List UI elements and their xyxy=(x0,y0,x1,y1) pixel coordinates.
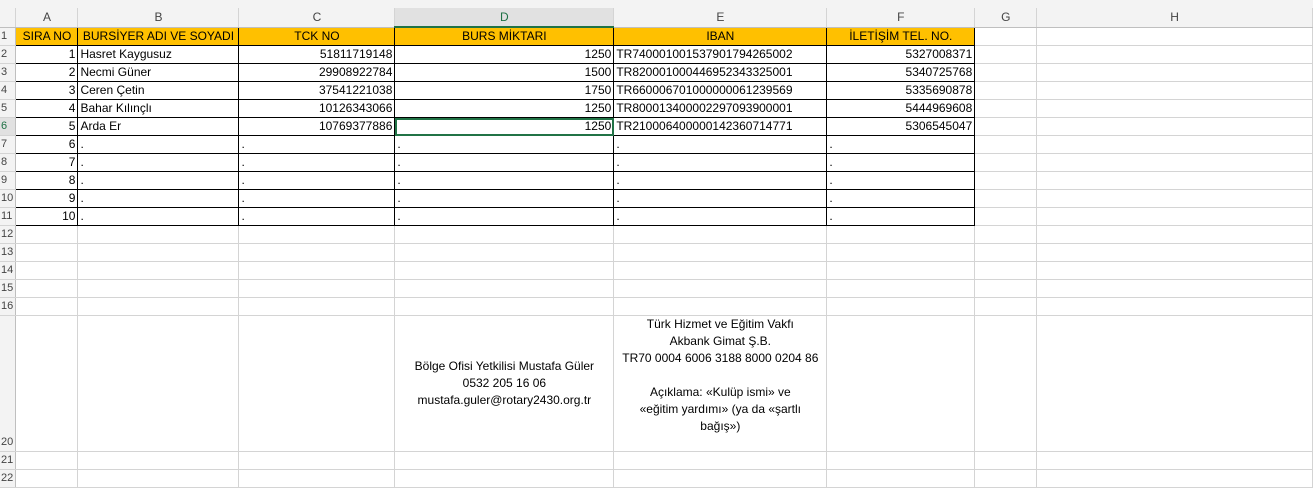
cell[interactable] xyxy=(827,262,975,280)
cell[interactable] xyxy=(78,298,239,316)
cell[interactable] xyxy=(78,226,239,244)
cell-amount[interactable]: 1500 xyxy=(395,64,614,82)
cell[interactable] xyxy=(1037,226,1313,244)
cell-iban[interactable]: TR820001000446952343325001 xyxy=(614,64,827,82)
cell[interactable] xyxy=(395,298,614,316)
cell[interactable] xyxy=(395,226,614,244)
cell-amount[interactable]: 1250 xyxy=(395,46,614,64)
row-header[interactable]: 2 xyxy=(0,46,16,64)
cell-amount[interactable]: . xyxy=(395,154,614,172)
row-header[interactable]: 22 xyxy=(0,470,16,488)
cell[interactable] xyxy=(975,208,1037,226)
cell-amount[interactable]: 1250 xyxy=(395,100,614,118)
row-header[interactable]: 11 xyxy=(0,208,16,226)
cell-phone[interactable]: 5444969608 xyxy=(827,100,975,118)
cell[interactable] xyxy=(395,470,614,488)
cell[interactable] xyxy=(239,452,395,470)
cell-tck[interactable]: 37541221038 xyxy=(239,82,395,100)
cell-tck[interactable]: 29908922784 xyxy=(239,64,395,82)
row-header[interactable]: 4 xyxy=(0,82,16,100)
cell[interactable] xyxy=(614,470,827,488)
cell[interactable] xyxy=(975,190,1037,208)
cell-tck[interactable]: . xyxy=(239,208,395,226)
cell[interactable] xyxy=(78,280,239,298)
cell-name[interactable]: Bahar Kılınçlı xyxy=(78,100,239,118)
header-cell-phone[interactable]: İLETİŞİM TEL. NO. xyxy=(827,27,975,46)
cell[interactable] xyxy=(975,136,1037,154)
cell[interactable] xyxy=(614,262,827,280)
row-header[interactable]: 15 xyxy=(0,280,16,298)
cell[interactable] xyxy=(239,280,395,298)
row-header[interactable]: 20 xyxy=(0,316,16,452)
cell[interactable] xyxy=(827,316,975,452)
row-header[interactable]: 8 xyxy=(0,154,16,172)
cell-iban[interactable]: . xyxy=(614,154,827,172)
cell-name[interactable]: Arda Er xyxy=(78,118,239,136)
cell-iban[interactable]: . xyxy=(614,172,827,190)
cell-amount[interactable]: . xyxy=(395,190,614,208)
cell[interactable] xyxy=(975,262,1037,280)
cell[interactable] xyxy=(827,244,975,262)
cell[interactable] xyxy=(827,280,975,298)
row-header[interactable]: 7 xyxy=(0,136,16,154)
cell[interactable] xyxy=(16,298,78,316)
cell[interactable] xyxy=(1037,452,1313,470)
cell[interactable] xyxy=(975,82,1037,100)
cell[interactable] xyxy=(1037,280,1313,298)
cell[interactable] xyxy=(1037,298,1313,316)
cell-phone[interactable]: 5327008371 xyxy=(827,46,975,64)
cell[interactable] xyxy=(239,316,395,452)
cell-tck[interactable]: . xyxy=(239,154,395,172)
cell[interactable] xyxy=(78,470,239,488)
cell[interactable] xyxy=(16,316,78,452)
cell[interactable] xyxy=(239,226,395,244)
cell[interactable] xyxy=(827,226,975,244)
cell[interactable] xyxy=(1037,470,1313,488)
cell[interactable] xyxy=(1037,190,1313,208)
cell[interactable] xyxy=(239,298,395,316)
cell[interactable] xyxy=(1037,100,1313,118)
cell[interactable] xyxy=(975,118,1037,136)
column-header-c[interactable]: C xyxy=(239,8,395,27)
cell[interactable] xyxy=(827,452,975,470)
cell-amount[interactable]: . xyxy=(395,136,614,154)
cell-tck[interactable]: . xyxy=(239,172,395,190)
cell-iban[interactable]: . xyxy=(614,136,827,154)
cell[interactable] xyxy=(975,46,1037,64)
cell[interactable] xyxy=(78,316,239,452)
cell[interactable] xyxy=(16,226,78,244)
row-header[interactable]: 10 xyxy=(0,190,16,208)
cell[interactable] xyxy=(16,280,78,298)
cell[interactable] xyxy=(614,298,827,316)
header-cell-sira-no[interactable]: SIRA NO xyxy=(16,27,78,46)
cell-phone[interactable]: . xyxy=(827,154,975,172)
cell-sira-no[interactable]: 10 xyxy=(16,208,78,226)
cell-amount[interactable]: . xyxy=(395,172,614,190)
row-header-selected[interactable]: 6 xyxy=(0,118,16,136)
header-cell-iban[interactable]: IBAN xyxy=(614,27,827,46)
cell-phone[interactable]: 5306545047 xyxy=(827,118,975,136)
contact-email: mustafa.guler@rotary2430.org.tr xyxy=(417,393,592,407)
bank-iban: TR70 0004 6006 3188 8000 0204 86 xyxy=(622,351,819,365)
cell[interactable] xyxy=(614,280,827,298)
cell[interactable] xyxy=(975,452,1037,470)
row-header[interactable]: 13 xyxy=(0,244,16,262)
cell-name[interactable]: . xyxy=(78,208,239,226)
cell[interactable] xyxy=(239,244,395,262)
cell[interactable] xyxy=(827,298,975,316)
cell-tck[interactable]: . xyxy=(239,136,395,154)
row-header[interactable]: 5 xyxy=(0,100,16,118)
cell-name[interactable]: . xyxy=(78,154,239,172)
cell[interactable] xyxy=(975,316,1037,452)
column-header-f[interactable]: F xyxy=(827,8,975,27)
cell-amount[interactable]: 1750 xyxy=(395,82,614,100)
select-all-corner[interactable] xyxy=(0,8,16,27)
cell-phone[interactable]: . xyxy=(827,190,975,208)
bank-info-cell[interactable] xyxy=(614,316,827,452)
row-header[interactable]: 12 xyxy=(0,226,16,244)
cell[interactable] xyxy=(614,226,827,244)
spreadsheet-grid xyxy=(0,8,1313,488)
row-header[interactable]: 21 xyxy=(0,452,16,470)
spacer xyxy=(614,367,826,384)
row-header[interactable]: 9 xyxy=(0,172,16,190)
cell-sira-no[interactable]: 1 xyxy=(16,46,78,64)
cell[interactable] xyxy=(975,470,1037,488)
cell-iban[interactable]: TR740001001537901794265002 xyxy=(614,46,827,64)
column-header-b[interactable]: B xyxy=(78,8,239,27)
cell-sira-no[interactable]: 4 xyxy=(16,100,78,118)
header-cell-amount[interactable]: BURS MİKTARI xyxy=(395,27,614,46)
cell[interactable] xyxy=(16,452,78,470)
cell-phone[interactable]: 5340725768 xyxy=(827,64,975,82)
active-cell-amount[interactable]: 1250 xyxy=(395,118,614,136)
column-header-e[interactable]: E xyxy=(614,8,827,27)
cell-name[interactable]: . xyxy=(78,172,239,190)
cell[interactable] xyxy=(1037,154,1313,172)
cell[interactable] xyxy=(827,470,975,488)
cell-iban[interactable]: . xyxy=(614,190,827,208)
cell[interactable] xyxy=(975,280,1037,298)
cell-name[interactable]: . xyxy=(78,136,239,154)
contact-name: Bölge Ofisi Yetkilisi Mustafa Güler xyxy=(414,359,595,373)
cell-sira-no[interactable]: 9 xyxy=(16,190,78,208)
cell[interactable] xyxy=(614,452,827,470)
cell[interactable] xyxy=(78,452,239,470)
row-header[interactable]: 3 xyxy=(0,64,16,82)
cell[interactable] xyxy=(1037,244,1313,262)
cell[interactable] xyxy=(1037,27,1313,46)
cell[interactable] xyxy=(614,244,827,262)
cell[interactable] xyxy=(1037,208,1313,226)
cell-tck[interactable]: . xyxy=(239,190,395,208)
cell[interactable] xyxy=(975,172,1037,190)
cell[interactable] xyxy=(1037,82,1313,100)
column-header-a[interactable]: A xyxy=(16,8,78,27)
cell[interactable] xyxy=(1037,172,1313,190)
cell[interactable] xyxy=(975,64,1037,82)
cell[interactable] xyxy=(16,262,78,280)
cell[interactable] xyxy=(975,100,1037,118)
cell-sira-no[interactable]: 5 xyxy=(16,118,78,136)
bank-note-2: «eğitim yardımı» (ya da «şartlı xyxy=(639,402,802,416)
cell[interactable] xyxy=(239,470,395,488)
cell-tck[interactable]: 10769377886 xyxy=(239,118,395,136)
cell-sira-no[interactable]: 7 xyxy=(16,154,78,172)
cell[interactable] xyxy=(1037,46,1313,64)
cell[interactable] xyxy=(975,226,1037,244)
contact-phone: 0532 205 16 06 xyxy=(462,376,547,390)
cell-phone[interactable]: . xyxy=(827,208,975,226)
cell[interactable] xyxy=(395,452,614,470)
top-strip xyxy=(0,0,1313,8)
cell[interactable] xyxy=(78,244,239,262)
cell[interactable] xyxy=(1037,316,1313,452)
cell[interactable] xyxy=(975,27,1037,46)
cell-name[interactable]: . xyxy=(78,190,239,208)
cell[interactable] xyxy=(975,298,1037,316)
cell-phone[interactable]: . xyxy=(827,136,975,154)
cell[interactable] xyxy=(1037,64,1313,82)
row-header[interactable]: 16 xyxy=(0,298,16,316)
column-header-g[interactable]: G xyxy=(975,8,1037,27)
cell-name[interactable]: Necmi Güner xyxy=(78,64,239,82)
cell[interactable] xyxy=(975,244,1037,262)
column-header-d[interactable]: D xyxy=(395,8,614,27)
cell-name[interactable]: Hasret Kaygusuz xyxy=(78,46,239,64)
cell-phone[interactable]: . xyxy=(827,172,975,190)
cell[interactable] xyxy=(1037,262,1313,280)
cell-sira-no[interactable]: 6 xyxy=(16,136,78,154)
cell-phone[interactable]: 5335690878 xyxy=(827,82,975,100)
cell[interactable] xyxy=(1037,136,1313,154)
cell-sira-no[interactable]: 2 xyxy=(16,64,78,82)
cell-iban[interactable]: TR660006701000000061239569 xyxy=(614,82,827,100)
cell-tck[interactable]: 51811719148 xyxy=(239,46,395,64)
cell[interactable] xyxy=(395,280,614,298)
cell[interactable] xyxy=(1037,118,1313,136)
cell[interactable] xyxy=(78,262,239,280)
column-header-h[interactable]: H xyxy=(1037,8,1313,27)
cell[interactable] xyxy=(395,262,614,280)
cell-sira-no[interactable]: 8 xyxy=(16,172,78,190)
bank-branch: Akbank Gimat Ş.B. xyxy=(669,334,771,348)
cell-amount[interactable]: . xyxy=(395,208,614,226)
bank-note-1: Açıklama: «Kulüp ismi» ve xyxy=(649,385,791,399)
cell-iban[interactable]: TR800013400002297093900001 xyxy=(614,100,827,118)
bank-foundation: Türk Hizmet ve Eğitim Vakfı xyxy=(646,317,794,331)
cell-sira-no[interactable]: 3 xyxy=(16,82,78,100)
bank-note-3: bağış») xyxy=(700,419,741,433)
row-header[interactable]: 1 xyxy=(0,27,16,46)
row-header[interactable]: 14 xyxy=(0,262,16,280)
cell[interactable] xyxy=(975,154,1037,172)
header-cell-name[interactable]: BURSİYER ADI VE SOYADI xyxy=(78,27,239,46)
cell[interactable] xyxy=(239,262,395,280)
cell-iban[interactable]: TR210006400000142360714771 xyxy=(614,118,827,136)
contact-info-cell[interactable] xyxy=(395,316,614,452)
cell[interactable] xyxy=(395,244,614,262)
cell-name[interactable]: Ceren Çetin xyxy=(78,82,239,100)
header-cell-tck[interactable]: TCK NO xyxy=(239,27,395,46)
cell[interactable] xyxy=(16,244,78,262)
cell-tck[interactable]: 10126343066 xyxy=(239,100,395,118)
cell-iban[interactable]: . xyxy=(614,208,827,226)
cell[interactable] xyxy=(16,470,78,488)
